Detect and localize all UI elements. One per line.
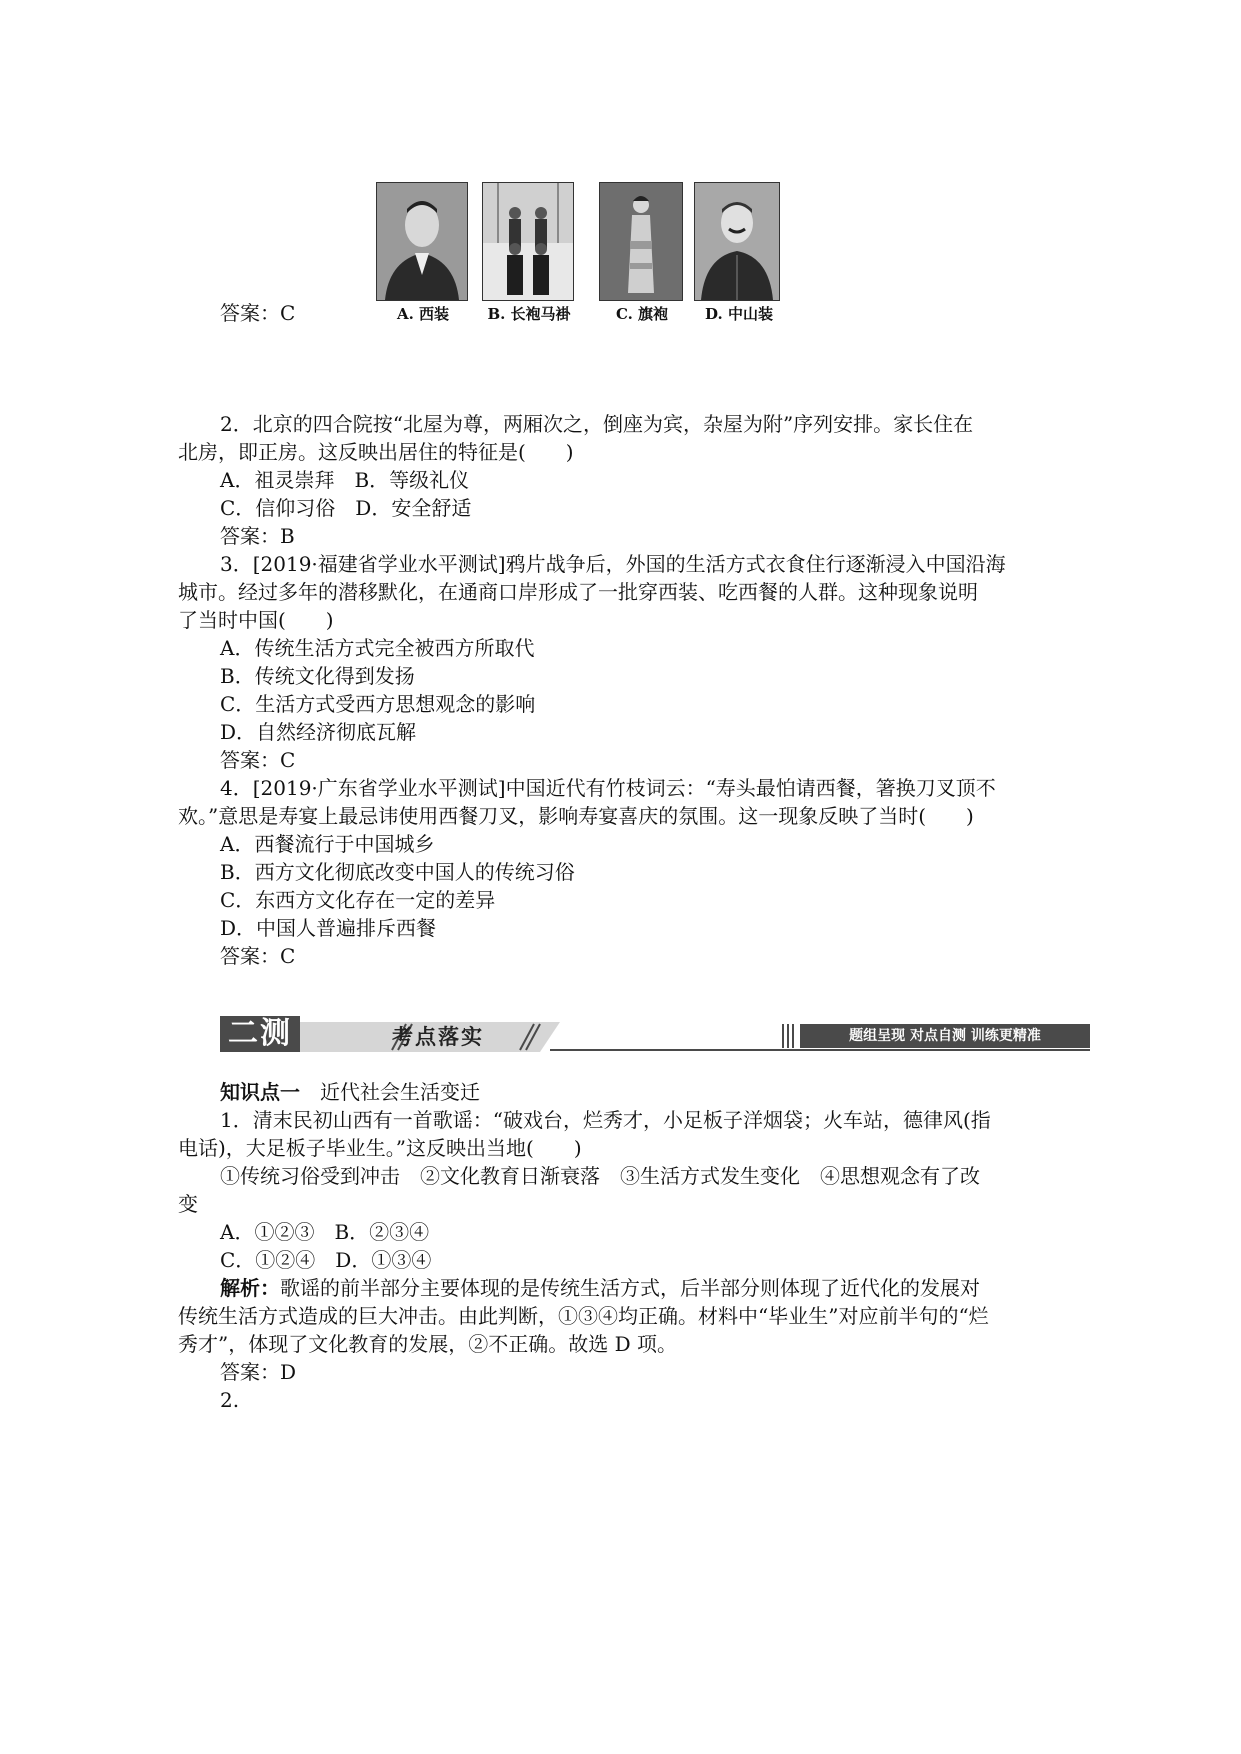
q3-option-c: C．生活方式受西方思想观念的影响 (220, 692, 536, 716)
caption-a: A. 西装 (396, 305, 450, 323)
q2-stem-line2: 北房，即正房。这反映出居住的特征是( ) (178, 440, 574, 464)
q4-option-b: B．西方文化彻底改变中国人的传统习俗 (220, 860, 575, 884)
q4-option-a: A．西餐流行于中国城乡 (220, 832, 435, 856)
s1-analysis-line1 (220, 1274, 980, 1302)
banner-bars-icon (780, 1024, 798, 1048)
banner-rule (550, 1049, 1090, 1051)
q3-option-b: B．传统文化得到发扬 (220, 664, 415, 688)
photo-suit (376, 182, 468, 323)
s1-stem-line2: 电话)，大足板子毕业生。”这反映出当地( ) (178, 1136, 582, 1160)
photo-zhongshan (694, 182, 780, 323)
q3-answer: 答案：C (220, 748, 296, 772)
clothing-figure (178, 182, 1090, 332)
portrait-woman-qipao-icon (600, 183, 682, 300)
analysis-text: 歌谣的前半部分主要体现的是传统生活方式，后半部分则体现了近代化的发展对 (280, 1276, 980, 1300)
q3-option-d: D．自然经济彻底瓦解 (220, 720, 417, 744)
q2-stem-line1: 2．北京的四合院按“北屋为尊，两厢次之，倒座为宾，杂屋为附”序列安排。家长住在 (220, 412, 974, 436)
banner-title: 二测 (220, 1016, 300, 1052)
knowledge-point-heading (220, 1078, 480, 1106)
photo-qipao (599, 182, 683, 323)
analysis-label: 解析： (220, 1276, 280, 1300)
knowledge-point-title: 近代社会生活变迁 (320, 1080, 480, 1104)
photo-changpao (482, 182, 574, 323)
q4-stem-line2: 欢。”意思是寿宴上最忌讳使用西餐刀叉，影响寿宴喜庆的氛围。这一现象反映了当时( ) (178, 804, 974, 828)
q4-option-c: C．东西方文化存在一定的差异 (220, 888, 496, 912)
banner-slogan: 题组呈现 对点自测 训练更精准 (800, 1024, 1090, 1048)
q4-stem-line1: 4．[2019·广东省学业水平测试]中国近代有竹枝词云：“寿头最怕请西餐，箸换刀叉顶不 (220, 776, 996, 800)
s1-analysis-line2: 传统生活方式造成的巨大冲击。由此判断，①③④均正确。材料中“毕业生”对应前半句的“烂 (178, 1304, 989, 1328)
s1-stem-line1: 1．清末民初山西有一首歌谣：“破戏台，烂秀才，小足板子洋烟袋；火车站，德律风(指 (220, 1108, 991, 1132)
s1-items-line2: 变 (178, 1192, 198, 1216)
s1-analysis-line3: 秀才”，体现了文化教育的发展，②不正确。故选 D 项。 (178, 1332, 677, 1356)
s1-items-line1: ①传统习俗受到冲击 ②文化教育日渐衰落 ③生活方式发生变化 ④思想观念有了改 (220, 1164, 980, 1188)
q3-stem-line2: 城市。经过多年的潜移默化，在通商口岸形成了一批穿西装、吃西餐的人群。这种现象说明 (178, 580, 978, 604)
s1-answer: 答案：D (220, 1360, 297, 1384)
q2-options-ab: A．祖灵崇拜 B．等级礼仪 (220, 468, 470, 492)
knowledge-point-label: 知识点一 (220, 1080, 300, 1104)
s1-options-cd: C．①②④ D．①③④ (220, 1248, 432, 1272)
q3-option-a: A．传统生活方式完全被西方所取代 (220, 636, 535, 660)
q1-answer: 答案：C (220, 301, 296, 325)
portrait-man-zhongshan-icon (695, 183, 779, 300)
caption-c: C. 旗袍 (615, 305, 669, 323)
q4-option-d: D．中国人普遍排斥西餐 (220, 916, 437, 940)
q2-options-cd: C．信仰习俗 D．安全舒适 (220, 496, 472, 520)
s2-number: 2. (220, 1388, 240, 1412)
q3-stem-line3: 了当时中国( ) (178, 608, 334, 632)
section-banner (220, 1016, 1090, 1052)
q2-answer: 答案：B (220, 524, 295, 548)
caption-b: B. 长袍马褂 (487, 305, 571, 323)
group-portrait-icon (483, 183, 573, 300)
s1-options-ab: A．①②③ B．②③④ (220, 1220, 430, 1244)
caption-d: D. 中山装 (705, 305, 773, 323)
banner-subtitle: 考点落实 (392, 1025, 484, 1049)
q4-answer: 答案：C (220, 944, 296, 968)
portrait-man-suit-icon (377, 183, 467, 300)
q3-stem-line1: 3．[2019·福建省学业水平测试]鸦片战争后，外国的生活方式衣食住行逐渐浸入中国沿海 (220, 552, 1006, 576)
